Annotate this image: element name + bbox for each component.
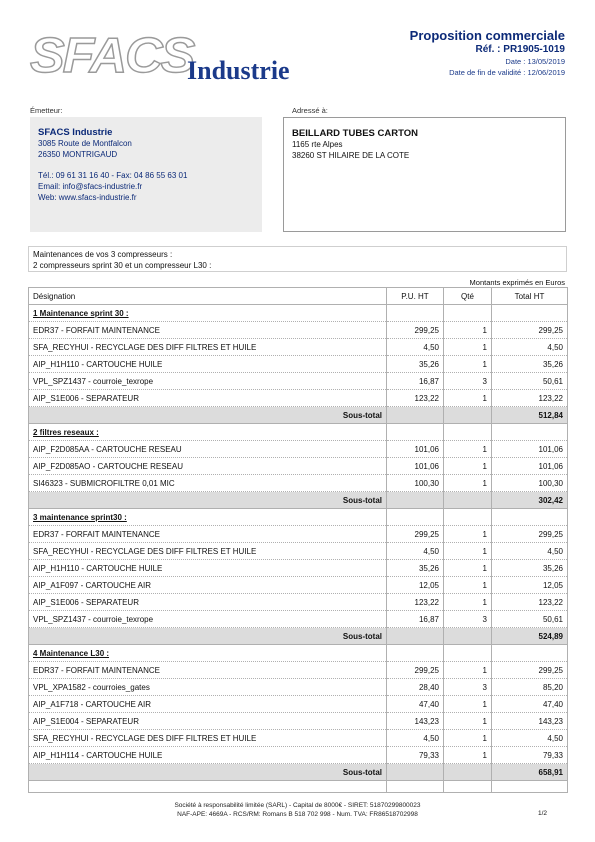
sender-email: Email: info@sfacs-industrie.fr (38, 182, 143, 191)
item-designation: EDR37 - FORFAIT MAINTENANCE (29, 322, 387, 339)
item-designation: AIP_S1E004 - SEPARATEUR (29, 713, 387, 730)
section-header-row (29, 509, 568, 526)
table-row (29, 322, 568, 339)
item-unit-price: 28,40 (387, 679, 444, 696)
table-row (29, 526, 568, 543)
item-unit-price: 143,23 (387, 713, 444, 730)
empty-cell (444, 645, 492, 662)
table-row (29, 577, 568, 594)
item-unit-price: 79,33 (387, 747, 444, 764)
subtotal-label: Sous-total (29, 628, 387, 645)
item-unit-price: 123,22 (387, 390, 444, 407)
document-date: Date : 13/05/2019 (505, 57, 565, 66)
table-row (29, 339, 568, 356)
item-quantity: 3 (444, 611, 492, 628)
item-total: 35,26 (492, 560, 568, 577)
currency-note: Montants exprimés en Euros (469, 278, 565, 287)
footer-line-2: NAF-APE: 4669A - RCS/RM: Romans B 518 702 998 - Num. TVA: FR86518702998 (177, 811, 418, 818)
table-row (29, 458, 568, 475)
sender-label: Émetteur: (30, 106, 63, 115)
table-row (29, 543, 568, 560)
document-reference: Réf. : PR1905-1019 (475, 44, 565, 55)
subtotal-value: 302,42 (492, 492, 568, 509)
item-quantity: 1 (444, 475, 492, 492)
empty-cell (387, 424, 444, 441)
recipient-name: BEILLARD TUBES CARTON (292, 128, 418, 139)
subtotal-label: Sous-total (29, 764, 387, 781)
item-designation: VPL_XPA1582 - courroies_gates (29, 679, 387, 696)
subtotal-row (29, 628, 568, 645)
empty-cell (444, 781, 492, 793)
section-title-cell (29, 509, 387, 526)
item-quantity: 1 (444, 662, 492, 679)
table-end-row (29, 781, 568, 793)
item-unit-price: 299,25 (387, 322, 444, 339)
subtotal-value: 512,84 (492, 407, 568, 424)
item-total: 101,06 (492, 458, 568, 475)
table-row (29, 611, 568, 628)
table-header-row (29, 288, 568, 305)
recipient-address: 1165 rte Alpes (292, 140, 343, 149)
table-row (29, 441, 568, 458)
logo-industrie-text: Industrie (187, 56, 290, 85)
item-designation: AIP_S1E006 - SEPARATEUR (29, 594, 387, 611)
col-header-unit-price: P.U. HT (387, 288, 444, 305)
sender-web: Web: www.sfacs-industrie.fr (38, 193, 137, 202)
item-total: 12,05 (492, 577, 568, 594)
item-quantity: 1 (444, 458, 492, 475)
empty-cell (492, 424, 568, 441)
item-unit-price: 101,06 (387, 441, 444, 458)
item-total: 143,23 (492, 713, 568, 730)
section-title: 2 filtres reseaux : (33, 427, 99, 437)
validity-date: Date de fin de validité : 12/06/2019 (449, 68, 565, 77)
proposal-intro (28, 246, 567, 272)
table-row (29, 475, 568, 492)
empty-cell (492, 781, 568, 793)
col-header-total: Total HT (492, 288, 568, 305)
item-total: 47,40 (492, 696, 568, 713)
item-quantity: 1 (444, 441, 492, 458)
empty-cell (444, 764, 492, 781)
item-unit-price: 16,87 (387, 373, 444, 390)
item-quantity: 1 (444, 526, 492, 543)
table-row (29, 679, 568, 696)
table-row (29, 713, 568, 730)
item-unit-price: 4,50 (387, 543, 444, 560)
empty-cell (387, 645, 444, 662)
item-unit-price: 16,87 (387, 611, 444, 628)
empty-cell (444, 509, 492, 526)
item-total: 35,26 (492, 356, 568, 373)
item-quantity: 1 (444, 696, 492, 713)
empty-cell (444, 407, 492, 424)
item-quantity: 3 (444, 373, 492, 390)
item-total: 50,61 (492, 611, 568, 628)
subtotal-row (29, 764, 568, 781)
item-quantity: 1 (444, 356, 492, 373)
empty-cell (387, 407, 444, 424)
document-header (410, 28, 565, 77)
section-title-cell (29, 305, 387, 322)
item-total: 100,30 (492, 475, 568, 492)
section-title: 4 Maintenance L30 : (33, 648, 110, 658)
empty-cell (29, 781, 387, 793)
subtotal-row (29, 407, 568, 424)
item-designation: AIP_F2D085AA - CARTOUCHE RESEAU (29, 441, 387, 458)
table-row (29, 373, 568, 390)
subtotal-label: Sous-total (29, 407, 387, 424)
item-quantity: 1 (444, 339, 492, 356)
item-total: 4,50 (492, 543, 568, 560)
sender-city: 26350 MONTRIGAUD (38, 150, 118, 159)
item-total: 299,25 (492, 526, 568, 543)
empty-cell (492, 645, 568, 662)
col-header-quantity: Qté (444, 288, 492, 305)
recipient-city: 38260 ST HILAIRE DE LA COTE (292, 151, 410, 160)
table-row (29, 730, 568, 747)
item-designation: SFA_RECYHUI - RECYCLAGE DES DIFF FILTRES ET HUILE (29, 543, 387, 560)
item-quantity: 1 (444, 560, 492, 577)
section-title: 3 maintenance sprint30 : (33, 512, 127, 522)
subtotal-label: Sous-total (29, 492, 387, 509)
item-quantity: 3 (444, 679, 492, 696)
item-total: 79,33 (492, 747, 568, 764)
item-designation: VPL_SPZ1437 - courroie_texrope (29, 373, 387, 390)
footer-line-1: Société à responsabilité limitée (SARL) - Capital de 8000€ - SIRET: 51870299800023 (174, 802, 421, 809)
item-quantity: 1 (444, 390, 492, 407)
item-designation: SI46323 - SUBMICROFILTRE 0,01 MIC (29, 475, 387, 492)
item-designation: SFA_RECYHUI - RECYCLAGE DES DIFF FILTRES ET HUILE (29, 339, 387, 356)
item-unit-price: 299,25 (387, 526, 444, 543)
recipient-label: Adressé à: (292, 106, 328, 115)
item-quantity: 1 (444, 543, 492, 560)
item-designation: VPL_SPZ1437 - courroie_texrope (29, 611, 387, 628)
empty-cell (387, 628, 444, 645)
item-designation: AIP_H1H110 - CARTOUCHE HUILE (29, 356, 387, 373)
document-title: Proposition commerciale (409, 28, 565, 43)
section-header-row (29, 645, 568, 662)
sender-block (30, 117, 262, 232)
empty-cell (444, 628, 492, 645)
sender-address: 3085 Route de Montfalcon (38, 139, 132, 148)
item-unit-price: 299,25 (387, 662, 444, 679)
intro-line-1: Maintenances de vos 3 compresseurs : (33, 250, 173, 259)
item-total: 101,06 (492, 441, 568, 458)
empty-cell (492, 305, 568, 322)
empty-cell (444, 492, 492, 509)
table-row (29, 356, 568, 373)
item-unit-price: 123,22 (387, 594, 444, 611)
item-unit-price: 35,26 (387, 560, 444, 577)
item-total: 85,20 (492, 679, 568, 696)
empty-cell (444, 424, 492, 441)
item-quantity: 1 (444, 594, 492, 611)
item-total: 50,61 (492, 373, 568, 390)
item-designation: AIP_S1E006 - SEPARATEUR (29, 390, 387, 407)
empty-cell (444, 305, 492, 322)
empty-cell (387, 781, 444, 793)
section-header-row (29, 305, 568, 322)
empty-cell (387, 509, 444, 526)
subtotal-value: 524,89 (492, 628, 568, 645)
item-designation: SFA_RECYHUI - RECYCLAGE DES DIFF FILTRES ET HUILE (29, 730, 387, 747)
item-unit-price: 12,05 (387, 577, 444, 594)
item-unit-price: 47,40 (387, 696, 444, 713)
item-quantity: 1 (444, 577, 492, 594)
item-total: 4,50 (492, 339, 568, 356)
item-unit-price: 100,30 (387, 475, 444, 492)
empty-cell (387, 305, 444, 322)
section-title: 1 Maintenance sprint 30 : (33, 308, 129, 318)
subtotal-value: 658,91 (492, 764, 568, 781)
sender-phone: Tél.: 09 61 31 16 40 - Fax: 04 86 55 63 01 (38, 171, 188, 180)
item-designation: EDR37 - FORFAIT MAINTENANCE (29, 662, 387, 679)
item-quantity: 1 (444, 730, 492, 747)
empty-cell (387, 492, 444, 509)
item-total: 299,25 (492, 662, 568, 679)
intro-line-2: 2 compresseurs sprint 30 et un compresseur L30 : (33, 261, 212, 270)
item-designation: AIP_H1H110 - CARTOUCHE HUILE (29, 560, 387, 577)
table-row (29, 696, 568, 713)
item-unit-price: 4,50 (387, 339, 444, 356)
sender-name: SFACS Industrie (38, 127, 113, 138)
recipient-block (283, 117, 566, 232)
section-header-row (29, 424, 568, 441)
logo-sfacs-text: SFACS (30, 28, 194, 84)
section-title-cell (29, 424, 387, 441)
item-quantity: 1 (444, 713, 492, 730)
item-unit-price: 4,50 (387, 730, 444, 747)
items-table (28, 287, 568, 793)
table-row (29, 747, 568, 764)
table-row (29, 594, 568, 611)
item-quantity: 1 (444, 747, 492, 764)
item-unit-price: 35,26 (387, 356, 444, 373)
page-number: 1/2 (537, 810, 547, 817)
item-total: 299,25 (492, 322, 568, 339)
company-logo (30, 30, 320, 90)
item-designation: EDR37 - FORFAIT MAINTENANCE (29, 526, 387, 543)
table-row (29, 560, 568, 577)
subtotal-row (29, 492, 568, 509)
item-quantity: 1 (444, 322, 492, 339)
item-unit-price: 101,06 (387, 458, 444, 475)
item-total: 123,22 (492, 390, 568, 407)
empty-cell (492, 509, 568, 526)
legal-footer (0, 801, 595, 819)
item-designation: AIP_A1F718 - CARTOUCHE AIR (29, 696, 387, 713)
item-designation: AIP_A1F097 - CARTOUCHE AIR (29, 577, 387, 594)
item-total: 4,50 (492, 730, 568, 747)
item-total: 123,22 (492, 594, 568, 611)
item-designation: AIP_F2D085AO - CARTOUCHE RESEAU (29, 458, 387, 475)
empty-cell (387, 764, 444, 781)
items-body (29, 305, 568, 793)
section-title-cell (29, 645, 387, 662)
item-designation: AIP_H1H114 - CARTOUCHE HUILE (29, 747, 387, 764)
col-header-designation: Désignation (29, 288, 387, 305)
table-row (29, 390, 568, 407)
table-row (29, 662, 568, 679)
